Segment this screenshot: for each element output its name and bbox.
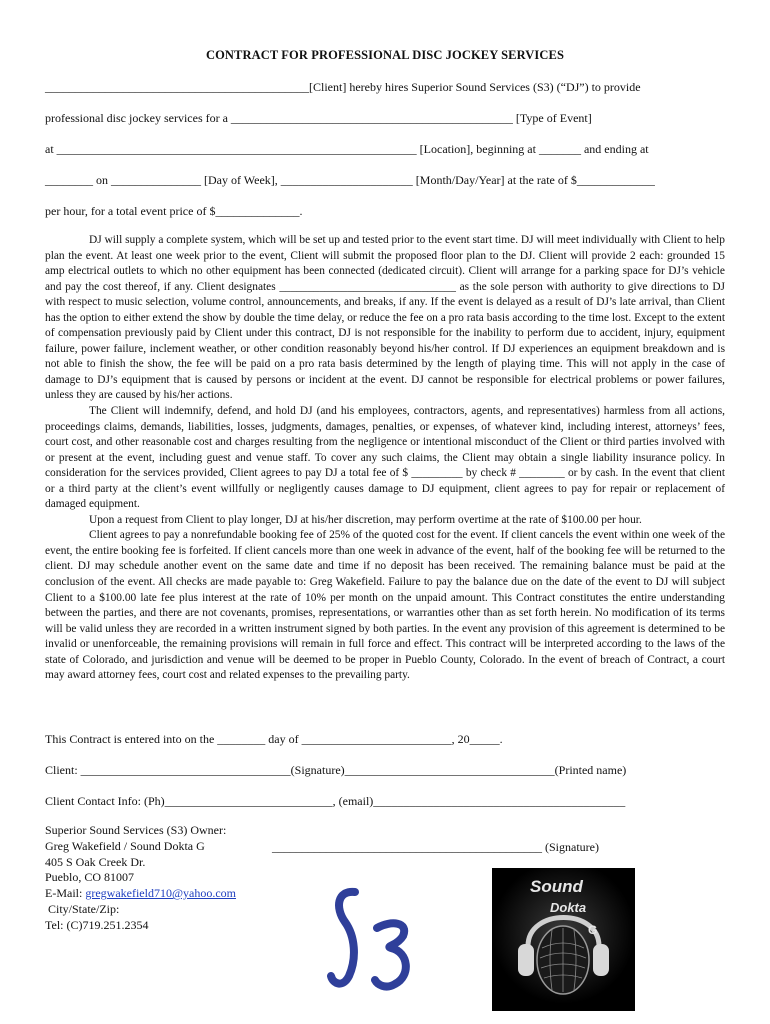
owner-name: Greg Wakefield / Sound Dokta G	[45, 838, 205, 853]
owner-email-label: E-Mail:	[45, 886, 86, 901]
terms-paragraph-booking-fee: Client agrees to pay a nonrefundable booking fee of 25% of the quoted cost for the event. If client cancels the event within one week of the event, the entire booking fee is forfeited. If client cancels more than one week in advance of the event, half of the booking fee will be returned to the client. DJ may schedule another event on the same date and time if no deposit has been received. The remaining balance must be paid at the conclusion of the event. All checks are made payable to: Greg Wakefield. Failure to pay the balance due on the date of the event to DJ will subject Client to a $100.00 late fee plus interest at the rate of 10% per month on the unpaid amount. This Contract constitutes the entire understanding between the parties, and there are not covenants, promises, representations, or warranties other than as set forth herein. No modification of its terms will be valid unless they are recorded in a written instrument signed by both parties. In the event any provision of this agreement is determined to be invalid or unenforceable, the remaining provisions will remain in full force and effect. This contract will be interpreted according to the laws of the state of Colorado, and jurisdiction and venue will be deemed to be proper in Pueblo County, Colorado. In the event of breach of Contract, a court may award attorney fees, court cost and related expenses to the prevailing party.	[45, 529, 725, 682]
logo-text-sound: Sound	[530, 877, 583, 896]
location-line: at ____________________________________________________________ [Location], beginning at _______ and ending at	[45, 142, 649, 156]
owner-email-row	[45, 886, 236, 902]
terms-paragraph-overtime: Upon a request from Client to play longer, DJ at his/her discretion, may perform overtime at the rate of $100.00 per hour.	[89, 513, 642, 526]
s3-logo	[325, 880, 425, 1000]
owner-address: 405 S Oak Creek Dr.	[45, 854, 146, 869]
contract-terms	[45, 233, 725, 684]
contract-title: CONTRACT FOR PROFESSIONAL DISC JOCKEY SERVICES	[205, 48, 565, 62]
owner-heading: Superior Sound Services (S3) Owner:	[45, 823, 227, 837]
owner-info	[45, 823, 236, 934]
owner-city-state-zip: City/State/Zip:	[45, 901, 120, 916]
total-price-line: per hour, for a total event price of $______________.	[45, 204, 303, 218]
logo-text-dokta: Dokta	[550, 900, 587, 915]
logo-text-g: G	[588, 923, 598, 937]
owner-email-link[interactable]: gregwakefield710@yahoo.com	[85, 886, 236, 901]
contract-date-line: This Contract is entered into on the ________ day of _________________________, 20_____.	[45, 732, 503, 746]
client-signature-line: Client: ___________________________________(Signature)___________________________________(Printed name)	[45, 763, 627, 777]
owner-city: Pueblo, CO 81007	[45, 870, 135, 885]
client-contact-line: Client Contact Info: (Ph)____________________________, (email)__________________________________________	[45, 794, 626, 808]
headphones-head-icon	[492, 868, 635, 1011]
terms-paragraph-indemnity: The Client will indemnify, defend, and hold DJ (and his employees, contractors, agents, and representatives) harmless from all actions, proceedings claims, demands, liabilities, losses, judgments, damages, penalties, or expenses, of whatever kind, including interest, attorneys’ fees, court cost, and other reasonable cost and charges resulting from the negligence or intentional misconduct of the Client or third parties involved with or present at the event, including guest and venue staff. To cover any such claims, the Client may obtain a single liability insurance policy. In consideration for the services provided, Client agrees to pay DJ a total fee of $ _________ by check # ________ or by cash. In the event that client or a third party at the client’s event willfully or negligently causes damage to DJ equipment, client agrees to pay for repair or replacement of damaged equipment.	[45, 405, 725, 511]
owner-phone: Tel: (C)719.251.2354	[45, 917, 149, 932]
terms-paragraph-equipment: DJ will supply a complete system, which will be set up and tested prior to the event start time. DJ will meet individually with Client to help plan the event. At least one week prior to the event, Client will submit the proposed floor plan to the DJ. Client will provide 2 each: grounded 15 amp electrical outlets to which no other equipment has been connected (dedicated circuit). Client will arrange for a parking space for DJ’s vehicle and pay the cost thereof, if any. Client designates _______________________________ as the sole person with authority to give directions to DJ with respect to music selection, volume control, announcements, and breaks, if any. If the event is delayed as a result of DJ’s late arrival, than Client has the option to either extend the show by double the time delay, or reduce the fee on a pro rata basis according to the time lost. Except to the extent of compensation previously paid by Client under this contract, DJ is not responsible for the inability to perform due to accident, injury, equipment failure, power failure, inclement weather, or other condition reasonably beyond his/her control. If DJ experiences an equipment breakdown and is not able to finish the show, the fee will be paid on a pro rata basis determined by the length of playing time. This will not apply in the case of damage to DJ’s equipment that is caused by persons or incident at the event. DJ cannot be responsible for electrical problems or power failures, unless they are caused by his/her actions.	[45, 234, 725, 402]
event-type-line: professional disc jockey services for a _______________________________________________ [Type of Event]	[45, 111, 592, 125]
date-rate-line: ________ on _______________ [Day of Week], ______________________ [Month/Day/Year] at the rate of $_____________	[45, 173, 655, 187]
sound-dokta-logo	[492, 868, 635, 1011]
dj-signature-line: _____________________________________________ (Signature)	[272, 840, 599, 854]
client-hire-line: ____________________________________________[Client] hereby hires Superior Sound Services (S3) (“DJ”) to provide	[45, 80, 641, 94]
